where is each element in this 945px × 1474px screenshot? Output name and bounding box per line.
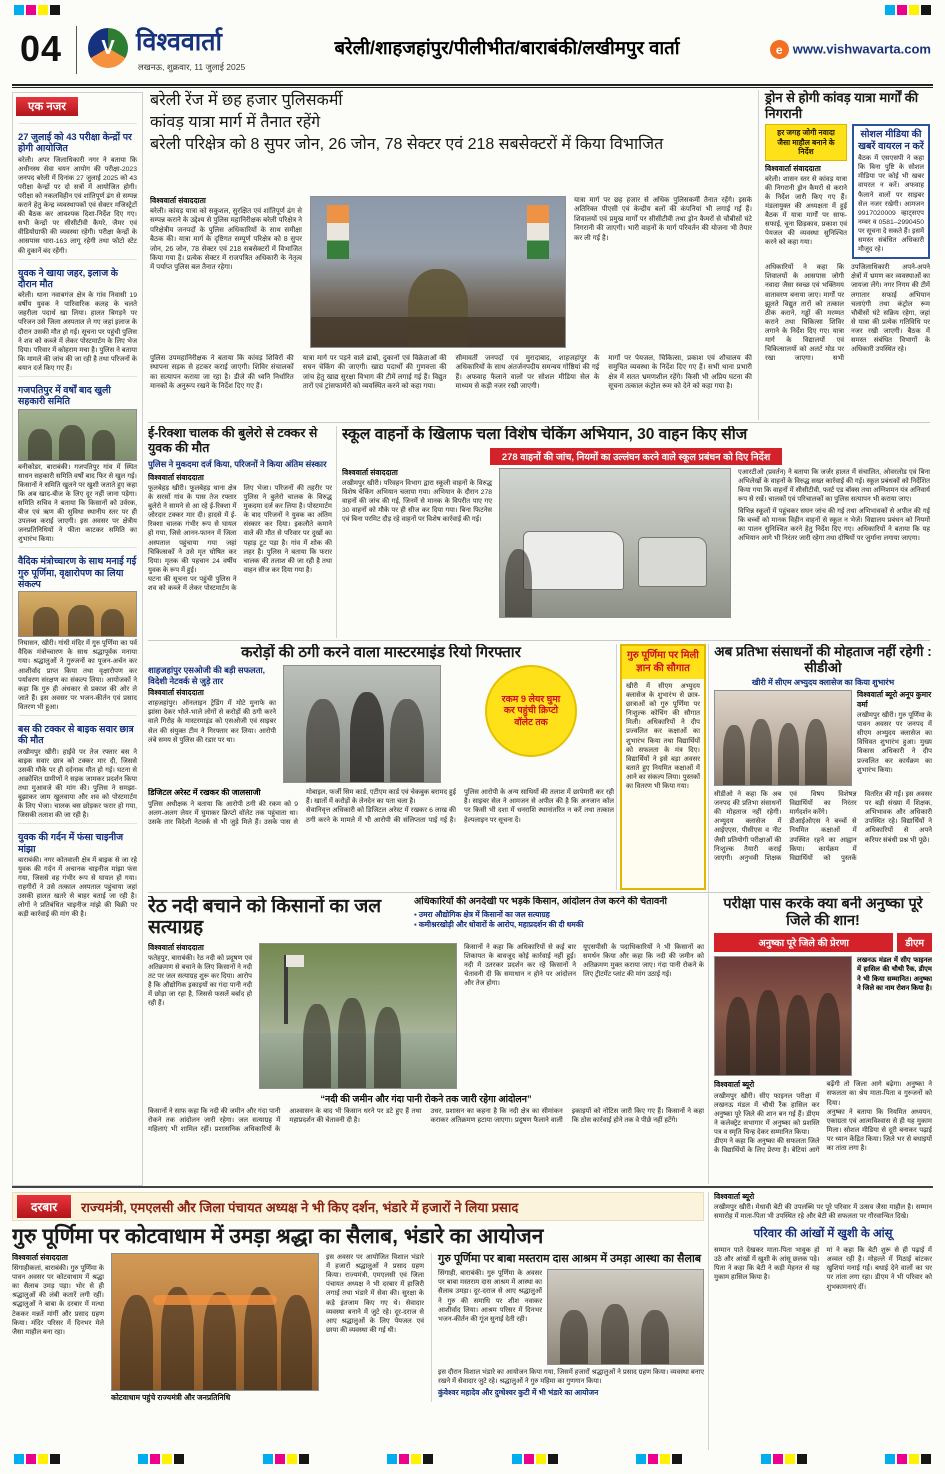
family-body1: सम्मान पाते देखकर माता-पिता भावुक हो उठे और आंखों में खुशी के आंसू छलक पड़े। पिता ने कहा कि बेटी ने कड़ी मेहनत से यह मुकाम हासिल किया है।: [714, 1247, 820, 1282]
river-byline: विश्ववार्ता संवाददाता: [148, 942, 204, 952]
masthead-logo: [88, 28, 128, 68]
fraud-byline: विश्ववार्ता संवाददाता: [148, 688, 204, 698]
person-silhouette: [750, 719, 772, 785]
brief-body: बरेली। थाना नवाबगंज क्षेत्र के गांव निवासी 19 वर्षीय युवक ने पारिवारिक कलह के चलते जहरीला पदार्थ खा लिया। हालत बिगड़ने पर परिजन उसे जिला अस्पताल ले गए जहां इलाज के दौरान उसकी मौत हो गई। सूचना पर पहुंची पुलिस ने शव को कब्जे में लेकर पोस्टमार्टम के लिए भेज दिया। परिवार में कोहराम मचा है। पुलिस ने बताया कि मामले की जांच की जा रही है तथा परिजनों के बयान दर्ज किए गए हैं।: [18, 292, 137, 372]
lead-col-4: मार्गों पर पेयजल, चिकित्सा, प्रकाश एवं शौचालय की समुचित व्यवस्था के निर्देश दिए गए हैं। सभी थाना प्रभारी क्षेत्र में सतत भ्रमणशील रहेंगे। किसी भी अप्रिय घटना की सूचना तत्काल कंट्रोल रूम को देने को कहा गया है।: [608, 355, 752, 391]
print-color-bar: [885, 5, 931, 15]
coop-photo: [18, 409, 137, 461]
brief-headline: 27 जुलाई को 43 परीक्षा केन्द्रों पर होगी आयोजित: [18, 131, 132, 154]
brief-body: बनीकोडर, बाराबंकी। गजपतिपुर गांव में स्थित साधन सहकारी समिति वर्षों बाद फिर से खुल गई। किसानों ने समिति खुलने पर खुशी जताते हुए कहा कि अब खाद-बीज के लिए दूर नहीं जाना पड़ेगा। समिति सचिव ने बताया कि किसानों को उर्वरक, बीज एवं ऋण की सुविधा स्थानीय स्तर पर ही उपलब्ध कराई जाएगी। इस अवसर पर क्षेत्रीय जनप्रतिनिधियों ने फीता काटकर समिति का शुभारंभ किया।: [18, 463, 137, 544]
ashram-article: [431, 1253, 704, 1402]
website-url[interactable]: www.vishwavarta.com: [792, 41, 931, 57]
garland-shape: [153, 1295, 277, 1305]
cmyk-group: [138, 1454, 184, 1464]
drone-headline: ड्रोन से होगी कांवड़ यात्रा मार्गों की निगरानी: [765, 90, 919, 121]
van-shape: [638, 537, 707, 587]
person-silhouette: [281, 1295, 312, 1390]
person-silhouette: [601, 1304, 629, 1364]
anushka-article: [714, 896, 932, 1184]
family-columns: [714, 1246, 932, 1396]
region-banner: बरेली/शाहजहांपुर/पीलीभीत/बाराबंकी/लखीमपुर वार्ता: [334, 37, 680, 58]
erickshaw-byline: विश्ववार्ता संवाददाता: [148, 473, 204, 482]
darbar-body2: इस अवसर पर आयोजित विशाल भंडारे में हजारों श्रद्धालुओं ने प्रसाद ग्रहण किया। राज्यमंत्री, एमएलसी एवं जिला पंचायत अध्यक्ष ने भी दरबार में हाजिरी लगाई तथा भंडारे में सेवा की। सुरक्षा के कड़े इंतजाम किए गए थे। सेवादार व्यवस्था बनाने में जुटे रहे। दूर-दराज से आए श्रद्धालुओं के लिए पेयजल एवं छाया की व्यवस्था की गई थी।: [326, 1254, 424, 1334]
cmyk-group: [636, 1454, 682, 1464]
anushka-side-note: लखनऊ मंडल में सीए फाइनल में हासिल की चौथी रैंक, डीएम ने भी किया सम्मानित। अनुष्का ने जिले का नाम रोशन किया है।: [857, 957, 932, 992]
cdo-body3: डीआईओएस ने बच्चों से नियमित कक्षाओं में उपस्थित रहने का आह्वान किया। कार्यक्रम में विद्यार्थियों को पुस्तकें वितरित की गईं। इस अवसर पर बड़ी संख्या में शिक्षक, अभिभावक और अधिकारी उपस्थित रहे। विद्यार्थियों ने अधिकारियों से अपने करियर संबंधी प्रश्न भी पूछे।: [789, 791, 932, 862]
person-silhouette: [641, 1310, 669, 1365]
black-mark: [50, 5, 60, 15]
van-shape: [523, 531, 624, 590]
fraud-highlight-wrap: [448, 665, 614, 783]
darbar-strapline: [12, 1192, 704, 1221]
person-silhouette: [28, 429, 51, 460]
police-silhouette: [390, 699, 424, 783]
river-body3: यूएसपीसी के पदाधिकारियों ने भी किसानों का समर्थन किया और कहा कि नदी की जमीन को अतिक्रमण मुक्त कराया जाए। गंदा पानी रोकने के लिए ट्रीटमेंट प्लांट की मांग उठाई गई।: [583, 943, 704, 978]
gyan-body: खीरी में सीएम अभ्युदय क्लासेज के शुभारंभ से छात्र-छात्राओं को गुरु पूर्णिमा पर निःशुल्क कोचिंग की सौगात मिली। अधिकारियों ने दीप प्रज्वलित कर कक्षाओं का शुभारंभ किया तथा विद्यार्थियों को सफलता के मंत्र दिए। विद्यार्थियों ने इसे बड़ा अवसर बताते हुए नियमित कक्षाओं में आने का संकल्प लिया। पुस्तकों का वितरण भी किया गया।: [626, 683, 700, 791]
brief-body: बरेली। अपर जिलाधिकारी नगर ने बताया कि अधीनस्थ सेवा चयन आयोग की परीक्षा-2023 जनपद बरेली में दिनांक 27 जुलाई 2025 को 43 परीक्षा केन्द्रों पर दो सत्रों में आयोजित होगी। परीक्षा को नकलविहीन एवं शांतिपूर्ण ढंग से सम्पन्न कराने हेतु केन्द्र व्यवस्थापकों एवं सेक्टर मजिस्ट्रेटों की बैठक कर आवश्यक दिशा-निर्देश दिए गए। सभी केन्द्रों पर सीसीटीवी कैमरे, जैमर एवं वीडियोग्राफी की व्यवस्था रहेगी। परीक्षा केन्द्रों के आसपास धारा-163 लागू रहेगी तथा फोटो स्टेट की दुकानें बंद रहेंगी।: [18, 156, 137, 255]
river-col1: [148, 943, 252, 1089]
lead-col-left: [150, 196, 302, 348]
darbar-col3: [326, 1253, 424, 1402]
drone-left-col: [765, 124, 847, 259]
news-brief-exam: [18, 123, 137, 256]
river-body5: उधर, प्रशासन का कहना है कि नदी क्षेत्र का सीमांकन कराकर अतिक्रमण हटाया जाएगा। प्रदूषण फैलाने वाली इकाइयों को नोटिस जारी किए गए हैं। किसानों ने कहा कि ठोस कार्रवाई होने तक वे पीछे नहीं हटेंगे।: [430, 1107, 704, 1124]
school-col-left: [342, 468, 492, 618]
brief-headline: युवक की गर्दन में फंसा चाइनीज मांझा: [18, 831, 124, 854]
river-col3: [464, 943, 576, 1089]
section-rule: [148, 892, 930, 893]
school-col-right: [738, 468, 930, 618]
header-divider: [76, 26, 77, 74]
anushka-banner-text: अनुष्का पूरे जिले की प्रेरणा: [714, 933, 893, 952]
erickshaw-body: [148, 484, 332, 636]
cdo-headline: अब प्रतिभा संसाधनों की मोहताज नहीं रहेगी : सीडीओ: [714, 644, 932, 675]
website-link[interactable]: [770, 40, 931, 59]
fraud-article: [148, 644, 614, 890]
erickshaw-body2: घटना की सूचना पर पहुंची पुलिस ने शव को कब्जे में लेकर पोस्टमार्टम के लिए भेजा। परिजनों की तहरीर पर पुलिस ने बुलेरो चालक के विरुद्ध मुकदमा दर्ज कर लिया है। पोस्टमार्टम के बाद परिजनों ने युवक का अंतिम संस्कार कर दिया। इकलौते कमाने वाले की मौत से परिवार पर दुखों का पहाड़ टूट पड़ा है। गांव में शोक की लहर है। पुलिस ने बताया कि फरार चालक की तलाश की जा रही है तथा वाहन सीज कर दिया गया है।: [148, 485, 332, 593]
lead-col-right: [574, 196, 752, 348]
india-flag-icon: [527, 205, 549, 259]
social-media-box: [852, 124, 930, 259]
one-glance-tab: एक नजर: [16, 97, 78, 116]
river-head-side: [414, 896, 704, 939]
river-bullet-1: ▪ उमरा औद्योगिक क्षेत्र में किसानों का जल सत्याग्रह: [414, 909, 550, 919]
lead-byline: विश्ववार्ता संवाददाता: [150, 196, 206, 205]
darbar-tab: दरबार: [17, 1195, 71, 1218]
darbar-headline: गुरु पूर्णिमा पर कोटवाधाम में उमड़ा श्रद्धा का सैलाब, भंडारे का आयोजन: [12, 1225, 544, 1248]
fraud-col-left: [148, 665, 276, 783]
anushka-photo: [714, 956, 852, 1076]
river-subhead: अधिकारियों की अनदेखी पर भड़के किसान, आंदोलन तेज करने की चेतावनी: [414, 896, 668, 907]
drone-body2: अधिकारियों ने कहा कि शिवालयों के आसपास जोगी नवादा जैसा स्वच्छ एवं भक्तिमय वातावरण बनाया जाए। मार्गों पर झूलते विद्युत तारों को तत्काल ठीक कराने, गड्ढों की मरम्मत कराने तथा चिकित्सा शिविर लगाने के निर्देश दिए गए। यात्रा मार्ग के विद्यालयों एवं चिकित्सालयों को अलर्ट मोड पर रखा जाएगा। सभी उपजिलाधिकारी अपने-अपने क्षेत्रों में भ्रमण कर व्यवस्थाओं का जायजा लेंगे। नगर निगम की टीमें लगातार सफाई अभियान चलाएंगी तथा कंट्रोल रूम चौबीसों घंटे सक्रिय रहेगा, जहां से यात्रा की प्रत्येक गतिविधि पर नजर रखी जाएगी। बैठक में समस्त संबंधित विभागों के अधिकारी उपस्थित रहे।: [765, 264, 930, 363]
flag-shape: [286, 955, 304, 967]
guru-purnima-photo: [18, 591, 137, 637]
school-body2: एआरटीओ (प्रवर्तन) ने बताया कि जर्जर हालत में संचालित, ओवरलोड एवं बिना अभिलेखों के वाहनों के विरुद्ध सख्त कार्रवाई की गई। स्कूल प्रबंधकों को निर्देशित किया गया कि वाहनों में सीसीटीवी, फर्स्ट एड बॉक्स तथा अग्निशमन यंत्र अनिवार्य रूप से रखें। चालकों एवं परिचालकों का पुलिस सत्यापन भी कराया जाए।: [738, 468, 930, 504]
anushka-body2: डीएम ने कहा कि अनुष्का की सफलता जिले के विद्यार्थियों के लिए प्रेरणा है। बेटियां आगे बढ़ेंगी तो जिला आगे बढ़ेगा। अनुष्का ने सफलता का श्रेय माता-पिता व गुरुजनों को दिया।: [714, 1081, 932, 1155]
cdo-bottom-columns: [714, 790, 932, 886]
river-body4: किसानों ने साफ कहा कि नदी की जमीन और गंदा पानी रोकने तक आंदोलन जारी रहेगा। जल सत्याग्रह में महिलाएं भी शामिल रहीं। प्रशासनिक अधिकारियों के आश्वासन के बाद भी किसान धरने पर डटे हुए हैं तथा महाप्रदर्शन की चेतावनी दी है।: [148, 1107, 422, 1133]
cmyk-group: [761, 1454, 807, 1464]
news-brief-poison: [18, 259, 137, 373]
ashram-caption: कुंवेश्वर महादेव और दुग्धेश्वर कुटी में भी भंडारे का आयोजन: [438, 1388, 599, 1398]
erickshaw-body1: फूलबेहड़ खीरी। फूलबेहड़ थाना क्षेत्र के सरसों गांव के पास तेज रफ्तार बुलेरो ने सामने से आ रहे ई-रिक्शा में जोरदार टक्कर मार दी। हादसे में ई-रिक्शा चालक गंभीर रूप से घायल हो गया, जिसे आनन-फानन में जिला अस्पताल पहुंचाया गया जहां चिकित्सकों ने उसे मृत घोषित कर दिया। मृतक की पहचान 24 वर्षीय युवक के रूप में हुई।: [148, 485, 237, 574]
darbar-caption: कोटवाधाम पहुंचे राज्यमंत्री और जनप्रतिनिधि: [111, 1393, 231, 1403]
fraud-body1: शाहजहांपुर। ऑनलाइन ट्रेडिंग में मोटे मुनाफे का झांसा देकर भोले-भाले लोगों से करोड़ों की ठगी करने वाले गिरोह के मास्टरमाइंड को एसओजी एवं साइबर सेल की संयुक्त टीम ने गिरफ्तार कर लिया। आरोपी लंबे समय से पुलिस की रडार पर था।: [148, 700, 276, 744]
anushka-byline: विश्ववार्ता ब्यूरो: [714, 1080, 755, 1090]
cyan-mark: [885, 5, 895, 15]
school-headline: स्कूल वाहनों के खिलाफ चला विशेष चेकिंग अभियान, 30 वाहन किए सीज: [342, 426, 748, 443]
school-body1: लखीमपुर खीरी। परिवहन विभाग द्वारा स्कूली वाहनों के विरुद्ध विशेष चेकिंग अभियान चलाया गया। अभियान के दौरान 278 वाहनों की जांच की गई, जिनमें से मानक के विपरीत पाए गए 30 वाहनों को मौके पर ही सीज कर दिया गया। बिना फिटनेस एवं बिना परमिट दौड़ रहे वाहनों पर विशेष कार्रवाई की गई।: [342, 479, 492, 524]
darbar-photo: [111, 1253, 319, 1391]
darbar-col1: [12, 1253, 104, 1402]
fraud-highlight-circle: रकम 9 लेयर घुमा कर पहुंची क्रिप्टो वॉलेट तक: [485, 665, 577, 757]
lead-subhead: बरेली परिक्षेत्र को 8 सुपर जोन, 26 जोन, 78 सेक्टर एवं 218 सबसेक्टरों में किया विभाजित: [150, 136, 664, 153]
farmer-silhouette: [374, 1007, 401, 1088]
school-photo: [499, 468, 731, 618]
social-box-headline: सोशल मीडिया की खबरें वायरल न करें: [858, 129, 924, 152]
anushka-banner-tag: डीएम: [897, 933, 932, 952]
darbar-section: [12, 1192, 704, 1450]
india-flag-icon: [327, 205, 349, 259]
yellow-mark: [38, 5, 48, 15]
person-silhouette: [101, 609, 124, 636]
ashram-body1: सिंगाही, बाराबंकी। गुरु पूर्णिमा के अवसर पर बाबा मस्तराम दास आश्रम में आस्था का सैलाब उमड़ा। दूर-दराज से आए श्रद्धालुओं ने गुरु की समाधि पर शीश नवाकर आशीर्वाद लिया। आश्रम परिसर में दिनभर भजन-कीर्तन की गूंज सुनाई देती रही।: [438, 1270, 542, 1323]
news-brief-manjha: [18, 823, 137, 919]
person-silhouette: [92, 430, 115, 460]
school-byline: विश्ववार्ता संवाददाता: [342, 467, 398, 477]
column-rule: [336, 426, 337, 638]
person-silhouette: [33, 607, 59, 636]
river-quote: “नदी की जमीन और गंदा पानी रोकने तक जारी रहेगा आंदोलन”: [320, 1092, 532, 1104]
column-rule: [708, 1192, 709, 1450]
fraud-sub2: डिजिटल अरेस्ट में रखकर की जालसाजी: [148, 788, 261, 798]
yellow-mark: [909, 5, 919, 15]
bullet-text: कमीश्नरखोड़ी और धोवारों के आरोप, महाप्रदर्शन की दी धमकी: [418, 919, 584, 929]
anushka-side-col: [857, 956, 932, 1076]
farmer-silhouette: [338, 998, 365, 1087]
gyan-box: [620, 644, 706, 890]
erickshaw-headline: ई-रिक्शा चालक की बुलेरो से टक्कर से युवक की मौत: [148, 426, 318, 455]
gyan-headline: गुरु पूर्णिमा पर मिली ज्ञान की सौगात: [622, 646, 704, 679]
desk-shape: [311, 317, 565, 347]
lead-article-head: [150, 88, 750, 154]
brief-body: निघासन, खीरी। गांधी मंदिर में गुरु पूर्णिमा का पर्व वैदिक मंत्रोच्चारण के साथ श्रद्धापूर्वक मनाया गया। श्रद्धालुओं ने गुरुजनों का पूजन-अर्चन कर आशीर्वाद प्राप्त किया तथा वृक्षारोपण कर पर्यावरण संरक्षण का संकल्प लिया। आयोजकों ने कहा कि गुरु ही अंधकार से प्रकाश की ओर ले जाते हैं। इस अवसर पर भजन-कीर्तन एवं प्रसाद वितरण भी हुआ।: [18, 640, 137, 711]
lead-headline-line1: बरेली रेंज में छह हजार पुलिसकर्मी: [150, 92, 343, 109]
person-silhouette: [786, 995, 810, 1075]
cyan-mark: [14, 5, 24, 15]
lead-col-2: यात्रा मार्ग पर पड़ने वाले ढाबों, दुकानों एवं विक्रेताओं की सघन चेकिंग की जाएगी। खाद्य पदार्थों की गुणवत्ता की जांच हेतु खाद्य सुरक्षा विभाग की टीमें लगाई गई हैं। विद्युत तारों एवं ट्रांसफार्मरों को व्यवस्थित करने को कहा गया।: [302, 355, 447, 391]
masthead-title: विश्ववार्ता: [136, 28, 223, 56]
fraud-body3: सेवानिवृत्त अधिकारी को डिजिटल अरेस्ट में रखकर 6 लाख की ठगी करने के मामले में भी आरोपी की संलिप्तता पाई गई है। पुलिस आरोपी के अन्य साथियों की तलाश में छापेमारी कर रही है। साइबर सेल ने आमजन से अपील की है कि अनजान कॉल पर किसी भी दशा में धनराशि स्थानांतरित न करें तथा तत्काल हेल्पलाइन पर सूचना दें।: [306, 789, 614, 824]
erickshaw-subhead: पुलिस ने मुकदमा दर्ज किया, परिजनों ने किया अंतिम संस्कार: [148, 459, 327, 469]
cdo-article: [714, 644, 932, 890]
news-brief-busaccident: [18, 715, 137, 820]
cdo-body2: सीडीओ ने कहा कि अब जनपद की प्रतिभा संसाधनों की मोहताज नहीं रहेगी। अभ्युदय क्लासेज में आईएएस, पीसीएस व नीट जैसी प्रतियोगी परीक्षाओं की निःशुल्क तैयारी कराई जाएगी। अनुभवी शिक्षक एवं विषय विशेषज्ञ विद्यार्थियों का निरंतर मार्गदर्शन करेंगे।: [714, 791, 857, 862]
lead-col-1: पुलिस उपमहानिरीक्षक ने बताया कि कांवड़ शिविरों की स्थापना सड़क से हटकर कराई जाएगी। शिविर संचालकों का सत्यापन कराया जा रहा है। डीजे की ध्वनि निर्धारित मानकों के अनुरूप रखने के निर्देश दिए गए हैं।: [150, 355, 294, 391]
person-silhouette: [59, 425, 85, 460]
brief-headline: युवक ने खाया जहर, इलाज के दौरान मौत: [18, 266, 118, 289]
brief-body: लखीमपुर खीरी। हाईवे पर तेज रफ्तार बस ने बाइक सवार छात्र को टक्कर मार दी, जिससे उसकी मौके पर ही दर्दनाक मौत हो गई। घटना से आक्रोशित ग्रामीणों ने सड़क जामकर प्रदर्शन किया तथा मुआवजे की मांग की। पुलिस ने समझा-बुझाकर जाम खुलवाया और शव को पोस्टमार्टम के लिए भेजा। चालक बस छोड़कर फरार हो गया, जिसकी तलाश की जा रही है।: [18, 748, 137, 820]
lead-photo: [310, 196, 566, 348]
river-bottom-columns: [148, 1107, 704, 1173]
column-rule: [708, 644, 709, 1184]
fraud-subhead: शाहजहांपुर एसओजी की बड़ी सफलता, विदेशी नेटवर्क से जुड़े तार: [148, 665, 265, 686]
darbar-strap-text: राज्यमंत्री, एमएलसी और जिला पंचायत अध्यक्ष ने भी किए दर्शन, भंडारे में हजारों ने लिया प्रसाद: [81, 1199, 519, 1215]
section-rule: [148, 640, 930, 641]
column-rule: [616, 644, 617, 890]
fraud-photo: [283, 665, 441, 783]
darbar-byline: विश्ववार्ता संवाददाता: [12, 1253, 68, 1263]
river-headline: रेठ नदी बचाने को किसानों का जल सत्याग्रह: [148, 896, 382, 939]
erickshaw-article: [148, 426, 332, 638]
news-brief-coop: [18, 376, 137, 544]
river-article: [148, 896, 704, 1184]
family-byline: विश्ववार्ता ब्यूरो: [714, 1192, 755, 1201]
brief-headline: बस की टक्कर से बाइक सवार छात्र की मौत: [18, 723, 134, 746]
accused-silhouette: [350, 692, 384, 782]
cdo-byline: विश्ववार्ता ब्यूरो अनूप कुमार वर्मा: [857, 690, 932, 710]
river-bullet-2: ▪ कमीश्नरखोड़ी और धोवारों के आरोप, महाप्रदर्शन की दी धमकी: [414, 919, 584, 929]
fraud-headline: करोड़ों की ठगी करने वाला मास्टरमाइंड रियो गिरफ्तार: [241, 644, 521, 661]
lead-lede: बरेली। कांवड़ यात्रा को सकुशल, सुरक्षित एवं शांतिपूर्ण ढंग से सम्पन्न कराने के उद्देश्य से पुलिस महानिरीक्षक बरेली परिक्षेत्र ने परिक्षेत्रीय जनपदों के पुलिस अधिकारियों के साथ समीक्षा बैठक की। यात्रा मार्ग के दृष्टिगत सम्पूर्ण परिक्षेत्र को 8 सुपर जोन, 26 जोन, 78 सेक्टर एवं 218 सबसेक्टरों में विभाजित किया गया है। प्रत्येक सेक्टर में राजपत्रित अधिकारी के नेतृत्व में पर्याप्त पुलिस बल तैनात रहेगा।: [150, 208, 302, 272]
cmyk-group: [14, 1454, 60, 1464]
river-col4: [583, 943, 704, 1089]
family-article: [714, 1192, 932, 1450]
one-glance-column: [12, 92, 143, 1186]
lead-bottom-columns: [150, 354, 752, 412]
person-silhouette: [756, 990, 780, 1075]
news-brief-gurupurnima: [18, 547, 137, 712]
brief-headline: गजपतिपुर में वर्षों बाद खुली सहकारी समिति: [18, 384, 111, 407]
cdo-body1: लखीमपुर खीरी। गुरु पूर्णिमा के पावन अवसर पर जनपद में सीएम अभ्युदय क्लासेज का विधिवत शुभारंभ हुआ। मुख्य विकास अधिकारी ने दीप प्रज्वलित कर कार्यक्रम का शुभारंभ किया।: [857, 712, 932, 774]
ashram-headline: गुरु पूर्णिमा पर बाबा मस्तराम दास आश्रम में उमड़ा आस्था का सैलाब: [438, 1253, 702, 1266]
lead-right-text: यात्रा मार्ग पर छह हजार से अधिक पुलिसकर्मी तैनात रहेंगे। इसके अतिरिक्त पीएसी एवं केन्द्रीय बलों की कंपनियां भी लगाई गई हैं। शिवालयों एवं प्रमुख मार्गों पर सीसीटीवी तथा ड्रोन कैमरों से चौबीसों घंटे निगरानी की जाएगी। भारी वाहनों के मार्ग परिवर्तन की योजना भी तैयार कर ली गई है।: [574, 197, 752, 242]
person-silhouette: [68, 605, 94, 637]
cdo-photo: [714, 690, 852, 786]
print-color-bar: [14, 5, 60, 15]
logo-letter: V: [101, 36, 115, 59]
fraud-bottom-columns: [148, 788, 614, 884]
cmyk-group: [885, 1454, 931, 1464]
cmyk-group: [512, 1454, 558, 1464]
lead-article-body: [150, 196, 752, 420]
ashram-photo: [547, 1269, 704, 1365]
lead-headline: [150, 88, 750, 132]
ashram-photo-wrap: [547, 1269, 704, 1365]
masthead-dateline: लखनऊ, शुक्रवार, 11 जुलाई 2025: [138, 62, 246, 72]
school-banner: 278 वाहनों की जांच, नियमों का उल्लंघन करने वाले स्कूल प्रबंधन को दिए निर्देश: [490, 448, 782, 465]
person-silhouette: [805, 719, 827, 785]
person-silhouette: [120, 1295, 153, 1390]
drone-byline: विश्ववार्ता संवाददाता: [765, 163, 821, 173]
family-leadin: लखीमपुर खीरी। मेधावी बेटी की उपलब्धि पर पूरे परिवार में उत्सव जैसा माहौल है। सम्मान समारोह में माता-पिता भी उपस्थित रहे और बेटी की सफलता पर गौरवान्वित दिखे।: [714, 1204, 932, 1221]
e-icon: e: [770, 40, 789, 59]
person-silhouette: [203, 1292, 236, 1390]
river-photo: [259, 943, 457, 1089]
cdo-subhead: खीरी में सीएम अभ्युदय क्लासेज का किया शुभारंभ: [751, 678, 895, 688]
page-header: [12, 22, 933, 80]
drone-article: [758, 90, 930, 420]
lead-col-3: सीमावर्ती जनपदों एवं मुरादाबाद, शाहजहांपुर के अधिकारियों के साथ अंतर्जनपदीय समन्वय गोष्ठियां की गई हैं। अफवाह फैलाने वालों पर सोशल मीडिया सेल के माध्यम से कड़ी नजर रखी जाएगी।: [455, 355, 600, 391]
darbar-photo-wrap: [111, 1253, 319, 1402]
person-silhouette: [505, 549, 533, 617]
person-silhouette: [816, 993, 840, 1076]
family-body2: मां ने कहा कि बेटी शुरू से ही पढ़ाई में अव्वल रही है। मोहल्ले में मिठाई बांटकर खुशियां मनाई गईं। बधाई देने वालों का घर पर तांता लगा रहा। डीएम ने भी परिवार को शुभकामनाएं दीं।: [826, 1247, 932, 1291]
print-color-bar-bottom: [14, 1454, 931, 1464]
magenta-mark: [26, 5, 36, 15]
darbar-body1: सिंगाहीकलां, बाराबंकी। गुरु पूर्णिमा के पावन अवसर पर कोटवाधाम में श्रद्धा का सैलाब उमड़ पड़ा। भोर से ही श्रद्धालुओं की लंबी कतारें लगी रहीं। श्रद्धालुओं ने बाबा के दरबार में मत्था टेककर मन्नतें मांगीं और प्रसाद ग्रहण किया। मंदिर परिसर में दिनभर मेले जैसा माहौल बना रहा।: [12, 1265, 104, 1336]
magenta-mark: [897, 5, 907, 15]
school-body3: विभिन्न स्कूलों में पहुंचकर सघन जांच की गई तथा अभिभावकों से अपील की गई कि बच्चों को मानक विहीन वाहनों से स्कूल न भेजें। विद्यालय प्रबंधन को नियमों का पालन सुनिश्चित करने हेतु निर्देश दिए गए। अधिकारियों ने बताया कि यह अभियान आगे भी निरंतर जारी रहेगा तथा दोषियों पर जुर्माना लगाया जाएगा।: [738, 508, 930, 543]
lead-headline-line2: कांवड़ यात्रा मार्ग में तैनात रहेंगे: [150, 114, 321, 131]
person-silhouette: [726, 997, 750, 1075]
person-silhouette: [778, 723, 800, 785]
ashram-body2: इस दौरान विशाल भंडारे का आयोजन किया गया, जिसमें हजारों श्रद्धालुओं ने प्रसाद ग्रहण किया। व्यवस्था बनाए रखने में सेवादार जुटे रहे। श्रद्धालुओं ने गुरु महिमा का गुणगान किया।: [438, 1369, 704, 1386]
notice-box: हर जगह जोगी नवादा जैसा माहौल बनाने के निर्देश: [765, 124, 847, 160]
farmer-silhouette: [303, 1004, 330, 1088]
bullet-text: उमरा औद्योगिक क्षेत्र में किसानों का जल सत्याग्रह: [418, 909, 550, 919]
ashram-col1: [438, 1269, 542, 1365]
anushka-body3: अनुष्का ने बताया कि नियमित अध्ययन, एकाग्रता एवं आत्मविश्वास से ही यह मुकाम मिला। सोशल मीडिया से दूरी बनाकर पढ़ाई पर ध्यान केंद्रित किया। जिले भर से बधाइयों का तांता लगा है।: [826, 1108, 932, 1152]
river-body2: किसानों ने कहा कि अधिकारियों से कई बार शिकायत के बावजूद कोई कार्रवाई नहीं हुई। नदी में उतरकर प्रदर्शन कर रहे किसानों ने चेतावनी दी कि समाधान न होने पर आंदोलन और तेज होगा।: [464, 943, 576, 987]
anushka-bottom-columns: [714, 1080, 932, 1184]
page-number: 04: [20, 28, 63, 69]
brief-headline: वैदिक मंत्रोच्चारण के साथ मनाई गई गुरु पूर्णिमा, वृक्षारोपण का लिया संकल्प: [18, 555, 137, 589]
cdo-side-col: [857, 690, 932, 786]
person-silhouette: [723, 725, 745, 785]
person-silhouette: [560, 1310, 588, 1365]
police-silhouette: [306, 699, 340, 783]
drone-right-col: [852, 124, 930, 259]
cmyk-group: [263, 1454, 309, 1464]
drone-body1: बरेली। शासन स्तर से कांवड़ यात्रा की निगरानी ड्रोन कैमरों से कराने के निर्देश जारी किए गए हैं। मंडलायुक्त की अध्यक्षता में हुई बैठक में यात्रा मार्गों पर साफ-सफाई, चूना छिड़काव, प्रकाश एवं पेयजल की व्यवस्था सुनिश्चित करने को कहा गया।: [765, 175, 847, 247]
anushka-body1: लखीमपुर खीरी। सीए फाइनल परीक्षा में लखनऊ मंडल में चौथी रैंक हासिल कर अनुष्का पूरे जिले की शान बन गई हैं। डीएम ने कलेक्ट्रेट सभागार में अनुष्का को प्रशस्ति पत्र व स्मृति चिन्ह देकर सम्मानित किया।: [714, 1092, 820, 1136]
anushka-headline: परीक्षा पास करके क्या बनी अनुष्का पूरे जिले की शान!: [723, 896, 923, 929]
river-body1: फतेहपुर, बाराबंकी। रेठ नदी को प्रदूषण एवं अतिक्रमण से बचाने के लिए किसानों ने नदी तट पर जल सत्याग्रह शुरू कर दिया। आरोप है कि औद्योगिक इकाइयों का गंदा पानी नदी में छोड़ा जा रहा है, जिससे फसलें बर्बाद हो रही हैं।: [148, 954, 252, 1007]
anushka-banner: [714, 933, 932, 952]
cmyk-group: [387, 1454, 433, 1464]
school-article: [342, 426, 930, 638]
black-mark: [921, 5, 931, 15]
social-box-body: बैठक में एसएसपी ने कहा कि बिना पुष्टि के सोशल मीडिया पर कोई भी खबर वायरल न करें। अफवाह फैलाने वालों पर साइबर सेल नजर रखेगी। आमजन 9917020009 व्हाट्सएप नम्बर व 0581–2990450 पर सूचना दे सकते हैं। इसमें समस्त संबंधित अधिकारी मौजूद रहे।: [858, 155, 925, 254]
fraud-body2: पुलिस अधीक्षक ने बताया कि आरोपी ठगी की रकम को 9 अलग-अलग लेयर में घुमाकर क्रिप्टो वॉलेट तक पहुंचाता था। उसके तार विदेशी नेटवर्क से भी जुड़े मिले हैं। उसके पास से मोबाइल, फर्जी सिम कार्ड, एटीएम कार्ड एवं चेकबुक बरामद हुई हैं। खातों में करोड़ों के लेनदेन का पता चला है।: [148, 789, 456, 827]
section-rule: [148, 422, 930, 423]
section-rule: [12, 1186, 933, 1188]
brief-body: बाराबंकी। नगर कोतवाली क्षेत्र में बाइक से जा रहे युवक की गर्दन में अचानक चाइनीज मांझा फंस गया, जिससे वह गंभीर रूप से घायल हो गया। राहगीरों ने उसे तत्काल अस्पताल पहुंचाया जहां उसकी हालत खतरे से बाहर बताई जा रही है। लोगों ने प्रतिबंधित चाइनीज मांझे की बिक्री पर कड़ी कार्रवाई की मांग की है।: [18, 856, 137, 919]
family-headline: परिवार की आंखों में खुशी के आंसू: [753, 1228, 893, 1241]
